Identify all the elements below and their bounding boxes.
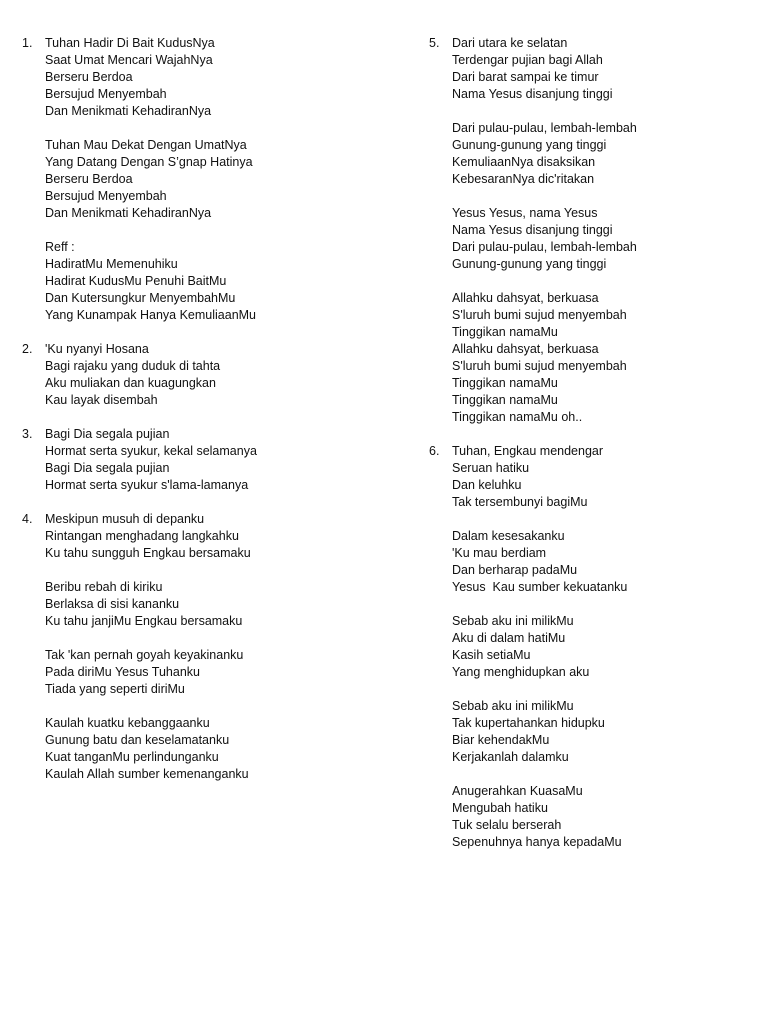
lyric-line: HadiratMu Memenuhiku xyxy=(45,257,178,271)
lyric-line: Sepenuhnya hanya kepadaMu xyxy=(452,835,622,849)
lyric-line: Kaulah kuatku kebanggaanku xyxy=(45,716,210,730)
lyric-line: Anugerahkan KuasaMu xyxy=(452,784,583,798)
lyric-line: Yang Kunampak Hanya KemuliaanMu xyxy=(45,308,257,322)
song-number: 5. xyxy=(429,36,440,50)
lyric-line: Dan berharap padaMu xyxy=(452,563,578,577)
lyric-line: Allahku dahsyat, berkuasa xyxy=(452,342,599,356)
stanza xyxy=(452,528,768,596)
lyric-line: Bersujud Menyembah xyxy=(45,189,167,203)
lyric-line: Pada diriMu Yesus Tuhanku xyxy=(45,665,200,679)
lyric-line: Tak tersembunyi bagiMu xyxy=(452,495,588,509)
song-lyrics xyxy=(45,511,382,783)
stanza xyxy=(45,137,382,222)
lyric-line: Gunung-gunung yang tinggi xyxy=(452,138,607,152)
song-lyrics xyxy=(452,443,768,851)
right-column xyxy=(429,35,768,851)
stanza xyxy=(45,341,382,409)
lyric-line: Dan Menikmati KehadiranNya xyxy=(45,206,212,220)
lyric-line: Tiada yang seperti diriMu xyxy=(45,682,185,696)
lyric-line: Yesus Kau sumber kekuatanku xyxy=(452,580,628,594)
stanza xyxy=(45,647,382,698)
lyric-line: Sebab aku ini milikMu xyxy=(452,614,574,628)
stanza xyxy=(452,613,768,681)
lyric-line: Gunung batu dan keselamatanku xyxy=(45,733,230,747)
lyric-line: KemuliaanNya disaksikan xyxy=(452,155,596,169)
lyric-line: Biar kehendakMu xyxy=(452,733,550,747)
lyric-line: Tuk selalu berserah xyxy=(452,818,562,832)
stanza xyxy=(452,783,768,851)
lyric-line: Berseru Berdoa xyxy=(45,172,133,186)
stanza xyxy=(45,239,382,324)
lyric-line: Rintangan menghadang langkahku xyxy=(45,529,239,543)
lyric-line: Dan Menikmati KehadiranNya xyxy=(45,104,212,118)
lyric-line: Sebab aku ini milikMu xyxy=(452,699,574,713)
stanza xyxy=(452,205,768,273)
lyric-line: Nama Yesus disanjung tinggi xyxy=(452,87,613,101)
lyric-line: Gunung-gunung yang tinggi xyxy=(452,257,607,271)
lyric-line: Terdengar pujian bagi Allah xyxy=(452,53,603,67)
lyric-line: Ku tahu sungguh Engkau bersamaku xyxy=(45,546,251,560)
lyric-line: Beribu rebah di kiriku xyxy=(45,580,163,594)
stanza xyxy=(45,35,382,120)
lyric-line: Tinggikan namaMu xyxy=(452,393,558,407)
lyric-line: Berseru Berdoa xyxy=(45,70,133,84)
song-lyrics xyxy=(45,426,382,494)
lyric-line: Aku di dalam hatiMu xyxy=(452,631,566,645)
lyric-line: Bagi rajaku yang duduk di tahta xyxy=(45,359,221,373)
lyric-line: Mengubah hatiku xyxy=(452,801,548,815)
lyric-line: Allahku dahsyat, berkuasa xyxy=(452,291,599,305)
lyric-line: Berlaksa di sisi kananku xyxy=(45,597,180,611)
lyric-line: Kaulah Allah sumber kemenanganku xyxy=(45,767,249,781)
lyric-line: 'Ku nyanyi Hosana xyxy=(45,342,149,356)
song-block xyxy=(22,35,382,324)
lyric-line: Kasih setiaMu xyxy=(452,648,531,662)
stanza xyxy=(45,511,382,562)
song-number: 3. xyxy=(22,427,33,441)
lyric-line: 'Ku mau berdiam xyxy=(452,546,547,560)
lyric-line: Tinggikan namaMu xyxy=(452,325,558,339)
stanza xyxy=(452,443,768,511)
lyric-line: Tuhan Mau Dekat Dengan UmatNya xyxy=(45,138,247,152)
lyric-line: Tak 'kan pernah goyah keyakinanku xyxy=(45,648,244,662)
lyric-line: Tinggikan namaMu oh.. xyxy=(452,410,583,424)
stanza xyxy=(45,715,382,783)
stanza xyxy=(452,35,768,103)
lyric-line: Ku tahu janjiMu Engkau bersamaku xyxy=(45,614,243,628)
song-block xyxy=(22,426,382,494)
lyric-line: S'luruh bumi sujud menyembah xyxy=(452,359,627,373)
lyric-line: Yesus Yesus, nama Yesus xyxy=(452,206,598,220)
stanza xyxy=(452,290,768,426)
left-column xyxy=(22,35,382,783)
song-lyrics xyxy=(45,341,382,409)
lyric-line: Kuat tanganMu perlindunganku xyxy=(45,750,219,764)
song-number: 2. xyxy=(22,342,33,356)
lyric-line: Reff : xyxy=(45,240,75,254)
stanza xyxy=(452,120,768,188)
lyric-line: Dan Kutersungkur MenyembahMu xyxy=(45,291,236,305)
lyric-line: Dan keluhku xyxy=(452,478,522,492)
stanza xyxy=(45,579,382,630)
lyric-line: Hormat serta syukur s'lama-lamanya xyxy=(45,478,249,492)
lyric-line: Nama Yesus disanjung tinggi xyxy=(452,223,613,237)
song-number: 1. xyxy=(22,36,33,50)
lyric-line: Hormat serta syukur, kekal selamanya xyxy=(45,444,257,458)
lyric-line: Bagi Dia segala pujian xyxy=(45,427,170,441)
lyric-line: Bagi Dia segala pujian xyxy=(45,461,170,475)
lyric-line: Tinggikan namaMu xyxy=(452,376,558,390)
song-number: 4. xyxy=(22,512,33,526)
song-block xyxy=(429,35,768,426)
lyric-line: Dari pulau-pulau, lembah-lembah xyxy=(452,240,637,254)
lyric-line: Hadirat KudusMu Penuhi BaitMu xyxy=(45,274,227,288)
song-lyrics xyxy=(452,35,768,426)
lyric-line: Kau layak disembah xyxy=(45,393,158,407)
lyric-line: Tak kupertahankan hidupku xyxy=(452,716,605,730)
lyric-line: Bersujud Menyembah xyxy=(45,87,167,101)
song-block xyxy=(22,511,382,783)
lyric-line: Seruan hatiku xyxy=(452,461,530,475)
lyric-line: Yang Datang Dengan S’gnap Hatinya xyxy=(45,155,253,169)
song-number: 6. xyxy=(429,444,440,458)
song-block xyxy=(429,443,768,851)
lyric-line: Dalam kesesakanku xyxy=(452,529,565,543)
lyric-line: S'luruh bumi sujud menyembah xyxy=(452,308,627,322)
lyric-line: Aku muliakan dan kuagungkan xyxy=(45,376,216,390)
lyric-line: Yang menghidupkan aku xyxy=(452,665,590,679)
lyric-line: Dari pulau-pulau, lembah-lembah xyxy=(452,121,637,135)
lyric-line: Dari utara ke selatan xyxy=(452,36,568,50)
lyric-line: KebesaranNya dic'ritakan xyxy=(452,172,595,186)
lyric-line: Meskipun musuh di depanku xyxy=(45,512,205,526)
lyric-line: Tuhan Hadir Di Bait KudusNya xyxy=(45,36,215,50)
song-lyrics xyxy=(45,35,382,324)
lyric-line: Saat Umat Mencari WajahNya xyxy=(45,53,213,67)
lyric-line: Tuhan, Engkau mendengar xyxy=(452,444,604,458)
lyric-line: Dari barat sampai ke timur xyxy=(452,70,599,84)
stanza xyxy=(45,426,382,494)
lyric-line: Kerjakanlah dalamku xyxy=(452,750,569,764)
stanza xyxy=(452,698,768,766)
song-block xyxy=(22,341,382,409)
